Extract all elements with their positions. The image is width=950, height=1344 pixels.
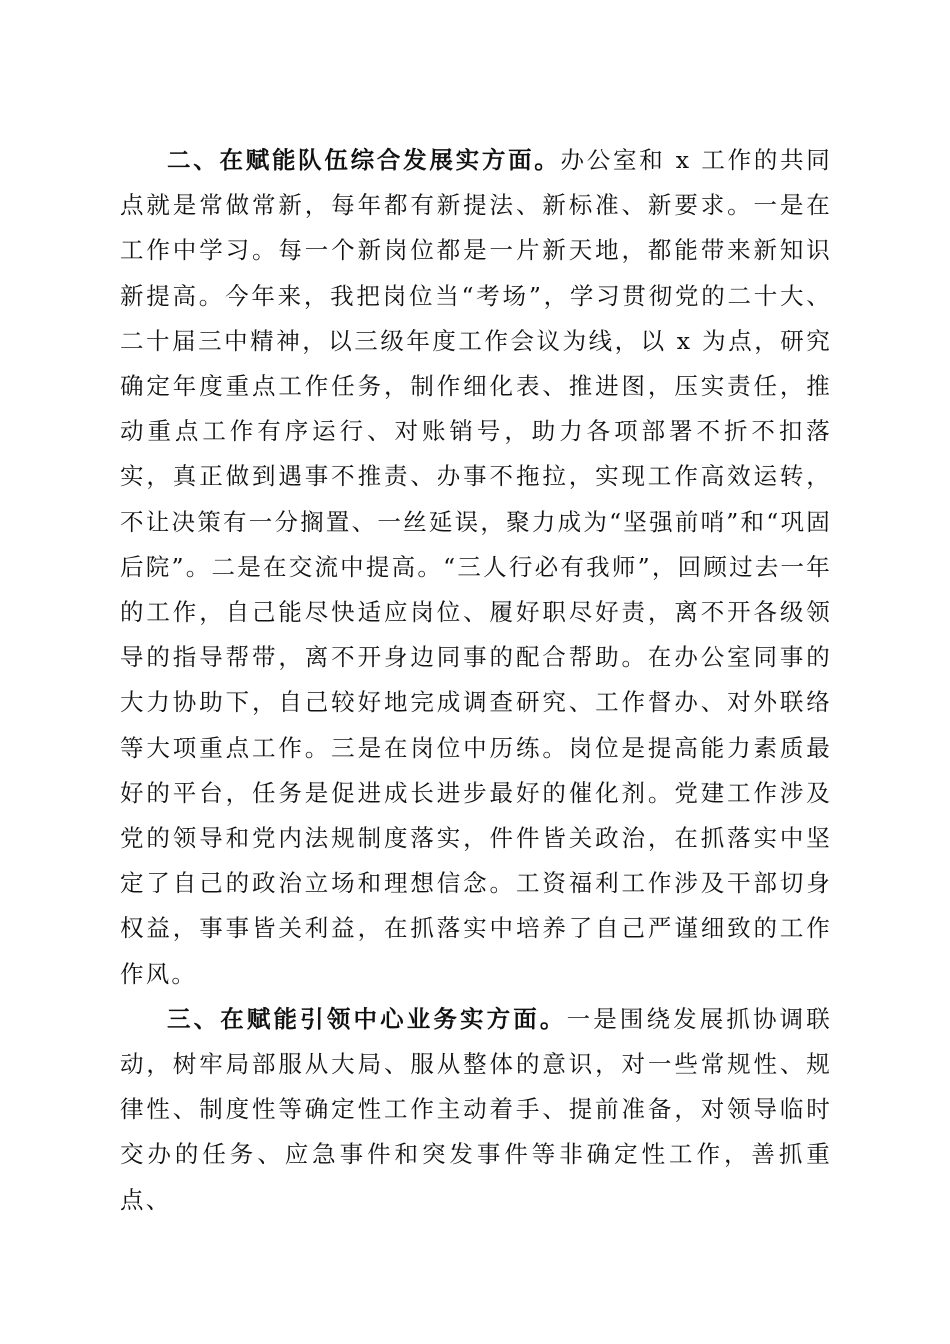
- paragraph-section-two: [120, 138, 832, 997]
- section-three-body: 一是围绕发展抓协调联动，树牢局部服从大局、服从整体的意识，对一些常规性、规律性、制度性等确定性工作主动着手、提前准备，对领导临时交办的任务、应急事件和突发事件等非确定性工作，善抓重点、: [120, 1004, 832, 1214]
- paragraph-section-three: [120, 997, 832, 1223]
- document-body: [120, 138, 832, 1223]
- section-two-heading: 二、在赋能队伍综合发展实方面。: [167, 146, 561, 174]
- section-two-body: 办公室和 x 工作的共同点就是常做常新，每年都有新提法、新标准、新要求。一是在工作中学习。每一个新岗位都是一片新天地，都能带来新知识新提高。今年来，我把岗位当“考场”，学习贯彻党的二十大、二十届三中精神，以三级年度工作会议为线，以 x 为点，研究确定年度重点工作任务，制作细化表、推进图，压实责任，推动重点工作有序运行、对账销号，助力各项部署不折不扣落实，真正做到遇事不推责、办事不拖拉，实现工作高效运转，不让决策有一分搁置、一丝延误，聚力成为“坚强前哨”和“巩固后院”。二是在交流中提高。“三人行必有我师”，回顾过去一年的工作，自己能尽快适应岗位、履好职尽好责，离不开各级领导的指导帮带，离不开身边同事的配合帮助。在办公室同事的大力协助下，自己较好地完成调查研究、工作督办、对外联络等大项重点工作。三是在岗位中历练。岗位是提高能力素质最好的平台，任务是促进成长进步最好的催化剂。党建工作涉及党的领导和党内法规制度落实，件件皆关政治，在抓落实中坚定了自己的政治立场和理想信念。工资福利工作涉及干部切身权益，事事皆关利益，在抓落实中培养了自己严谨细致的工作作风。: [120, 146, 833, 988]
- section-three-heading: 三、在赋能引领中心业务实方面。: [167, 1004, 567, 1033]
